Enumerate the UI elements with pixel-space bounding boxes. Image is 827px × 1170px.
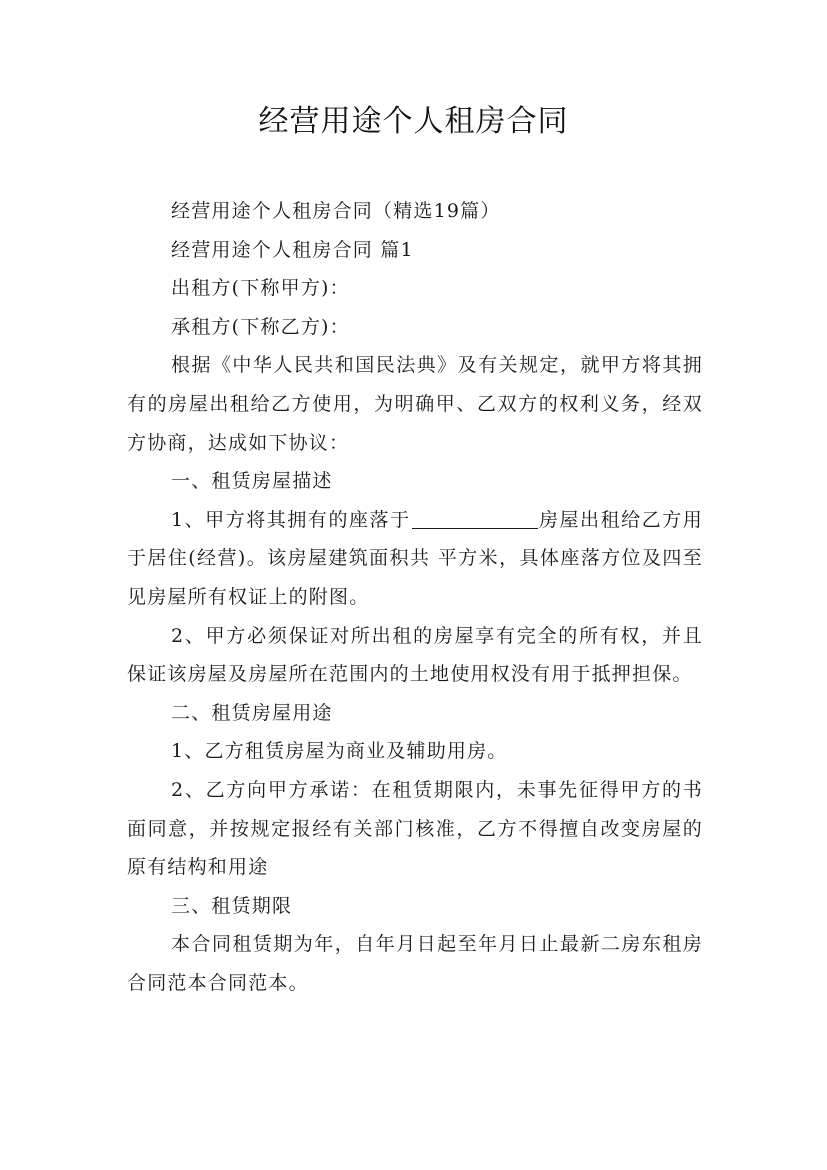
clause-ownership-guarantee: 2、甲方必须保证对所出租的房屋享有完全的所有权，并且保证该房屋及房屋所在范围内的土地使用权没有用于抵押担保。: [127, 624, 703, 686]
clause-location: [127, 501, 703, 617]
clause-no-alteration: 2、乙方向甲方承诺：在租赁期限内，未事先征得甲方的书面同意，并按规定报经有关部门核准，乙方不得擅自改变房屋的原有结构和用途: [127, 778, 703, 879]
clause-lease-term: 本合同租赁期为年，自年月日起至年月日止最新二房东租房合同范本合同范本。: [127, 933, 703, 994]
lessee-line: 承租方(下称乙方)：: [171, 315, 350, 338]
location-blank-line: [412, 509, 538, 529]
clause-location-text-after: 房屋出租给乙方用于居住(经营)。该房屋建筑面积共 平方米，具体座落方位及四至见房屋所有权证上的附图。: [127, 508, 703, 608]
toc-title-line: 经营用途个人租房合同（精选19篇）: [171, 200, 501, 222]
heading-lease-term: 三、租赁期限: [171, 894, 293, 917]
document-title: 经营用途个人租房合同: [258, 104, 569, 139]
heading-house-usage: 二、租赁房屋用途: [171, 701, 333, 724]
clause-location-text-before: 1、甲方将其拥有的座落于: [171, 508, 411, 531]
preamble-paragraph: 根据《中华人民共和国民法典》及有关规定，就甲方将其拥有的房屋出租给乙方使用，为明确甲、乙双方的权利义务，经双方协商，达成如下协议：: [127, 354, 703, 454]
section-heading-part1: 经营用途个人租房合同 篇1: [171, 238, 414, 261]
document-body: [127, 192, 703, 1002]
heading-house-description: 一、租赁房屋描述: [171, 470, 333, 493]
clause-usage-commercial: 1、乙方租赁房屋为商业及辅助用房。: [171, 740, 508, 763]
lessor-line: 出租方(下称甲方)：: [171, 277, 350, 300]
